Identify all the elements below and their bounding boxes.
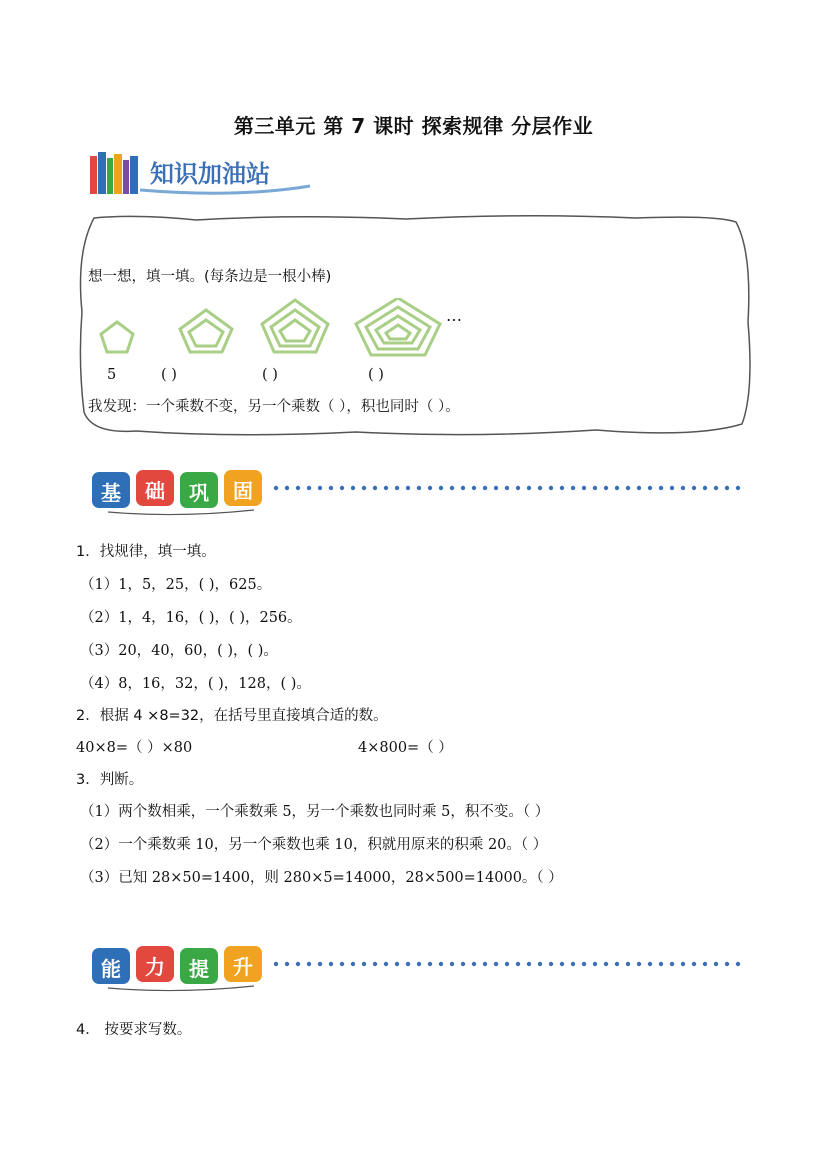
first-count: 5 <box>107 367 117 383</box>
discovery-text: 我发现：一个乘数不变，另一个乘数（ ），积也同时（ ）。 <box>88 399 460 415</box>
pentagon-sequence <box>92 298 472 358</box>
q1-item-4: （4）8，16，32，( )，128，( )。 <box>80 676 311 692</box>
q2-title: 2．根据 4 ×8=32，在括号里直接填合适的数。 <box>76 708 388 724</box>
advanced-tile-2: 力 <box>145 955 165 979</box>
q2-right: 4×800=（ ） <box>358 740 453 756</box>
page-title: 第三单元 第 7 课时 探索规律 分层作业 <box>233 114 594 138</box>
q1-title: 1．找规律，填一填。 <box>76 544 216 560</box>
q2-left: 40×8=（ ）×80 <box>76 740 193 756</box>
q3-title: 3．判断。 <box>76 772 144 788</box>
basic-tile-3: 巩 <box>189 481 209 505</box>
blank-4: ( ) <box>368 367 384 383</box>
pentagon-1 <box>101 322 133 352</box>
advanced-tile-3: 提 <box>189 957 209 981</box>
q3-item-1: （1）两个数相乘，一个乘数乘 5，另一个乘数也同时乘 5，积不变。（ ） <box>80 804 550 820</box>
q3-item-3: （3）已知 28×50=1400，则 280×5=14000，28×500=14000。（ ） <box>80 870 563 886</box>
ellipsis: … <box>446 306 462 325</box>
knowledge-prompt: 想一想，填一填。(每条边是一根小棒) <box>88 269 332 285</box>
q1-item-3: （3）20，40，60，( )，( )。 <box>80 643 278 659</box>
basic-tile-1: 基 <box>101 481 121 505</box>
basic-tile-4: 固 <box>233 479 253 503</box>
pentagon-4 <box>356 298 440 355</box>
pentagon-3 <box>262 300 328 352</box>
blank-3: ( ) <box>262 367 278 383</box>
q4-title: 4． 按要求写数。 <box>76 1022 192 1038</box>
q1-item-1: （1）1，5，25，( )，625。 <box>80 577 272 593</box>
advanced-tile-4: 升 <box>233 955 253 979</box>
basic-tile-2: 础 <box>145 479 165 503</box>
pentagon-2 <box>180 310 232 352</box>
knowledge-heading: 知识加油站 <box>150 160 270 188</box>
advanced-tile-1: 能 <box>101 957 121 981</box>
q1-item-2: （2）1，4，16，( )，( )，256。 <box>80 610 302 626</box>
blank-2: ( ) <box>161 367 177 383</box>
q3-item-2: （2）一个乘数乘 10，另一个乘数也乘 10，积就用原来的积乘 20。（ ） <box>80 837 548 853</box>
